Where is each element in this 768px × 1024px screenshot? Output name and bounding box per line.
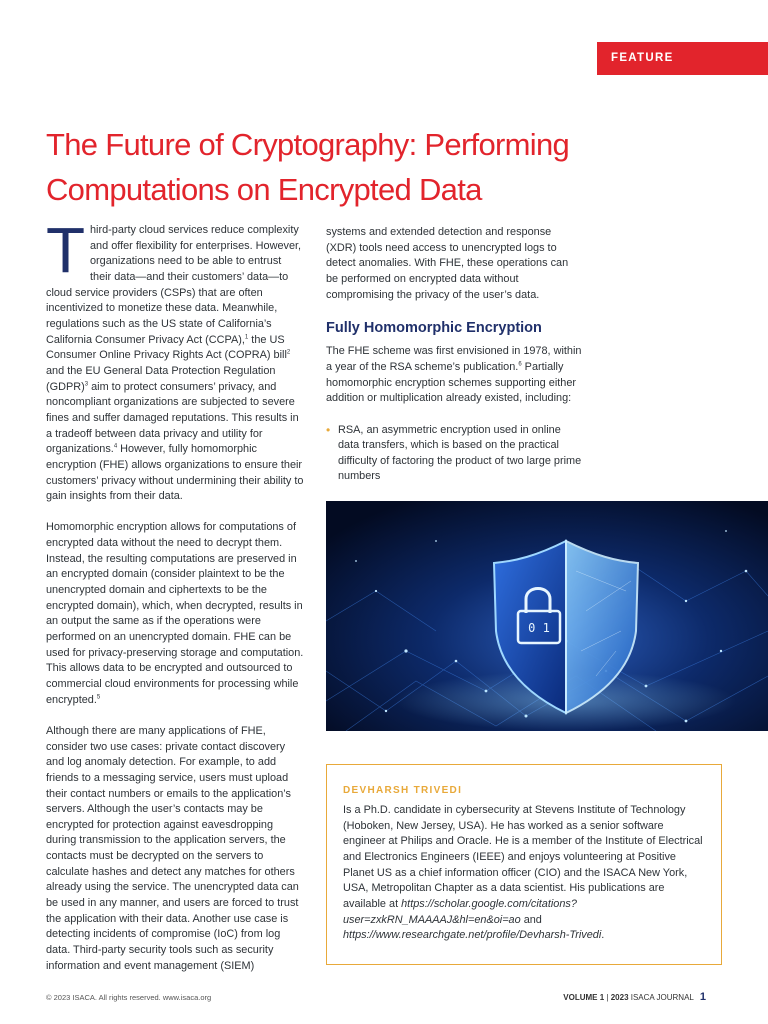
footnote-ref[interactable]: 4 [113, 443, 118, 450]
footnote-ref[interactable]: 2 [286, 349, 291, 356]
intro-text-d: aim to protect consumers’ privacy, and noncompliant organizations are subjected to severe fines and suffer damaged reputations. This results in a tradeoff between data privacy and utility for organizations. [46, 380, 299, 456]
bio-end: . [601, 929, 605, 942]
scheme-list [326, 423, 582, 486]
use-cases-paragraph: Although there are many applications of FHE, consider two use cases: private contact discovery and log anomaly detection. For example, to add friends to a messaging service, users must upload their contact numbers or emails to the application’s servers. Although the user’s contacts may be encrypted for protection against eavesdropping during transmission to the application servers, the contacts must be decrypted on the servers to calculate hashes and detect any matches for others already using the service. The unencrypted data can be used in any manner, and users are forced to trust the application with their data. Another use case is detecting incidents of compromise (IoC) from log data. Third-party security tools such as security information and event management (SIEM) [46, 724, 299, 972]
feature-tag: FEATURE [597, 42, 768, 75]
footer-page-info [563, 991, 706, 1003]
fhe-history-text: The FHE scheme was first envisioned in 1978, within a year of the RSA scheme’s publication. [326, 345, 582, 373]
footer-copyright: © 2023 ISACA. All rights reserved. www.isaca.org [46, 993, 212, 1002]
page-number: 1 [699, 991, 706, 1003]
shield-lock-illustration [326, 501, 768, 731]
researchgate-link[interactable]: https://www.researchgate.net/profile/Devharsh-Trivedi [343, 929, 602, 942]
bio-and: and [520, 913, 542, 926]
footer-volume: VOLUME 1 [563, 993, 605, 1002]
left-column [46, 214, 304, 990]
list-item [326, 423, 582, 486]
intro-text-e: However, fully homomorphic encryption (FHE) allows organizations to ensure their customers’ privacy without undermining their ability to gain insights from their data. [46, 443, 304, 503]
intro-text-a: hird-party cloud services reduce complexity and offer flexibility for enterprises. However, organizations need to be able to entrust their data—and their customers’ data—to cloud service providers (CSPs) that are often incentivized to monetize these data. Meanwhile, regulations such as the US state of California’s California Consumer Privacy Act (CCPA), [46, 224, 302, 346]
xdr-paragraph: systems and extended detection and response (XDR) tools need access to unencrypted logs to detect anomalies. With FHE, these operations can be performed on encrypted data without compromising the privacy of the user’s data. [326, 226, 569, 301]
bullet-icon: • [326, 422, 331, 437]
intro-text-c: and the EU General Data Protection Regulation (GDPR) [46, 364, 276, 393]
author-bio-text [343, 803, 705, 944]
author-bio-box [326, 764, 722, 965]
footer-year: 2023 [610, 993, 629, 1002]
intro-text-b: the US Consumer Online Privacy Rights Act (COPRA) bill [46, 333, 287, 362]
bio-body: Is a Ph.D. candidate in cybersecurity at Stevens Institute of Technology (Hoboken, New Jersey, USA). He has worked as a senior software engineer at Philips and Oracle. He is a member of the Institute of Electrical and Electronics Engineers (IEEE) and enjoys volunteering at Positive Planet US as a chief information officer (CIO) and the ISACA New York, USA, Metropolitan Chapter as a data scientist. His publications are available at [343, 804, 703, 910]
footnote-ref[interactable]: 1 [244, 333, 249, 340]
drop-cap: T [46, 214, 86, 286]
footnote-ref[interactable]: 3 [84, 380, 89, 387]
author-name: DEVHARSH TRIVEDI [343, 785, 463, 796]
footer-journal: ISACA JOURNAL [628, 993, 694, 1002]
homomorphic-text: Homomorphic encryption allows for computations of encrypted data without the need to decrypt them. Instead, the resulting computations are preserved in an encrypted domain (consider plaintext to be the unencrypted domain and ciphertexts to be the encrypted domain), which, when decrypted, results in an output the same as if the operations were performed on an unencrypted domain. FHE can be used for privacy-preserving storage and computation. This allows data to be encrypted and outsourced to commercial cloud environments for processing while encrypted. [46, 521, 304, 706]
footnote-ref[interactable]: 5 [96, 694, 101, 700]
fhe-history-paragraph [326, 344, 582, 407]
fhe-history-text-b: Partially homomorphic encryption schemes supporting either addition or multiplication already existed, including: [326, 360, 577, 405]
intro-paragraph [46, 214, 304, 505]
footnote-ref[interactable]: 6 [518, 361, 522, 368]
footer-separator: | [604, 993, 611, 1002]
lock-code-text: 0 1 [528, 621, 550, 635]
article-title: The Future of Cryptography: Performing Computations on Encrypted Data [46, 127, 570, 207]
right-column [326, 225, 582, 485]
scholar-link[interactable]: https://scholar.google.com/citations?user=zxkRN_MAAAAJ&hl=en&oi=ao [343, 897, 577, 926]
shield-lock-svg [326, 501, 768, 731]
list-item-text: RSA, an asymmetric encryption used in online data transfers, which is based on the practical difficulty of factoring the product of two large prime numbers [338, 423, 582, 483]
section-heading: Fully Homomorphic Encryption [326, 320, 542, 337]
homomorphic-paragraph [46, 520, 304, 708]
